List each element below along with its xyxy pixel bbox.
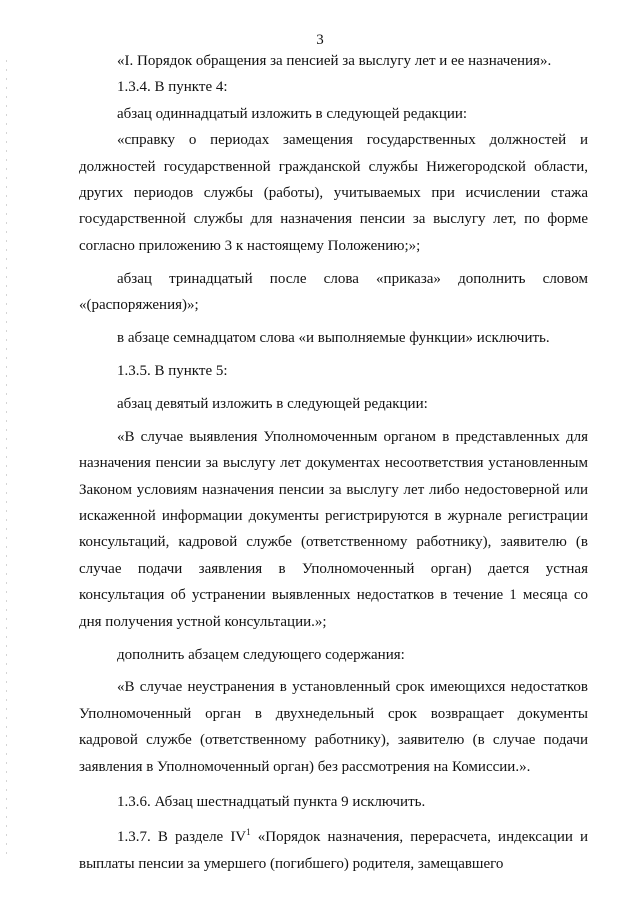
paragraph: дополнить абзацем следующего содержания: [117, 646, 405, 663]
section-title-text: «Порядок назначения, перерасчета, индексации и выплаты пенсии за умершего (погибшего) родителя, замещавшего [79, 829, 589, 872]
scan-margin-rule [6, 60, 7, 860]
page-number: 3 [316, 32, 324, 48]
section-ref-text: 1.3.7. В разделе IV [117, 829, 247, 846]
paragraph: 1.3.5. В пункте 5: [117, 362, 228, 379]
paragraph: абзац девятый изложить в следующей редакции: [117, 395, 428, 412]
paragraph: «I. Порядок обращения за пенсией за выслугу лет и ее назначения». [117, 53, 552, 69]
paragraph: 1.3.6. Абзац шестнадцатый пункта 9 исключить. [117, 794, 426, 811]
paragraph: абзац тринадцатый после слова «приказа» дополнить словом «(распоряжения)»; [79, 270, 588, 314]
paragraph: 1.3.4. В пункте 4: [117, 79, 228, 96]
section-superscript: 1 [246, 827, 251, 838]
paragraph: «справку о периодах замещения государственных должностей и должностей государственной гражданской службы Нижегородской области, других периодов службы (работы), учитываемых при исчислении стажа государственной службы для назначения пенсии за выслугу лет, по форме согласно приложению 3 к настоящему Положению;»; [79, 132, 588, 254]
paragraph: «В случае выявления Уполномоченным органом в представленных для назначения пенсии за выслугу лет документах несоответствия установленным Законом условиям назначения пенсии за выслугу лет либо недостоверной или искаженной информации документы регистрируются в журнале регистрации консультаций, кадровой службе (ответственному работнику), заявителю (в случае подачи заявления в Уполномоченный орган) дается устная консультация об устранении выявленных недостатков в течение 1 месяца со дня получения устной консультации.»; [79, 428, 588, 630]
paragraph: в абзаце семнадцатом слова «и выполняемые функции» исключить. [117, 330, 550, 347]
paragraph: «В случае неустранения в установленный срок имеющихся недостатков Уполномоченный орган в двухнедельный срок возвращает документы кадровой службе (ответственному работнику), заявителю (в случае подачи заявления в Уполномоченный орган) без рассмотрения на Комиссии.». [79, 679, 588, 775]
paragraph-last [79, 824, 588, 877]
document-body [79, 48, 588, 877]
paragraph: абзац одиннадцатый изложить в следующей редакции: [117, 105, 468, 122]
